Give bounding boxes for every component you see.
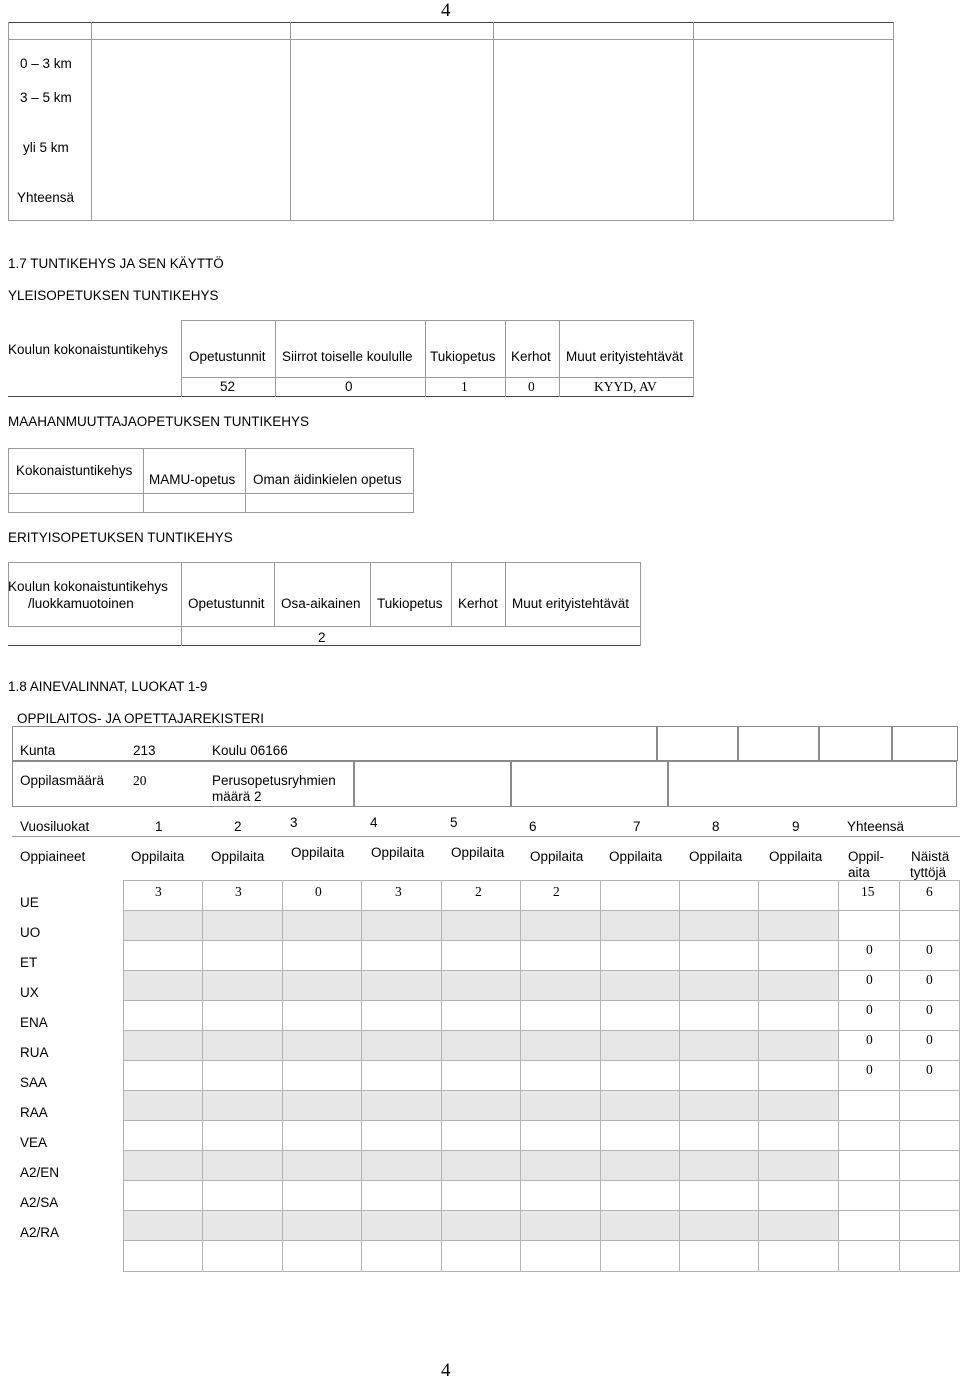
grid-cell xyxy=(441,1121,520,1151)
grid-cell xyxy=(900,1151,960,1181)
col-header: Oppilaita xyxy=(131,849,185,864)
erityis-row-label: /luokkamuotoinen xyxy=(28,596,134,611)
grid-cell xyxy=(679,1121,758,1151)
grid-cell xyxy=(759,971,838,1001)
erityis-header: Muut erityistehtävät xyxy=(512,596,630,611)
subject-label: VEA xyxy=(20,1135,48,1150)
grid-cell xyxy=(600,1241,679,1272)
grid-cell xyxy=(521,1031,600,1061)
grid-cell xyxy=(900,1121,960,1151)
grid-cell xyxy=(362,1121,441,1151)
grid-cell xyxy=(838,1181,900,1211)
grid-cell xyxy=(362,1211,441,1241)
maahan-header: MAMU-opetus xyxy=(149,472,236,487)
yleis-header: Opetustunnit xyxy=(189,349,266,364)
grid-cell xyxy=(282,911,361,941)
grid-cell xyxy=(679,1091,758,1121)
total-header: aita xyxy=(848,865,870,880)
grid-cell xyxy=(362,1001,441,1031)
grid-cell xyxy=(124,941,203,971)
subject-girls: 0 xyxy=(926,1032,933,1047)
col-header: Oppilaita xyxy=(451,845,505,860)
distance-row-label: 3 – 5 km xyxy=(20,90,72,105)
subject-label: UE xyxy=(20,895,39,910)
grid-cell xyxy=(282,1151,361,1181)
grade-label: 3 xyxy=(290,815,298,830)
yleis-header: Kerhot xyxy=(511,349,551,364)
grid-cell xyxy=(124,1121,203,1151)
grid-cell xyxy=(521,1241,600,1272)
grid-cell xyxy=(679,971,758,1001)
grid-cell xyxy=(521,1091,600,1121)
grid-cell xyxy=(441,1241,520,1272)
subject-label: ENA xyxy=(20,1015,48,1030)
grid-cell xyxy=(282,1211,361,1241)
oppilasmaara-value: 20 xyxy=(133,773,147,788)
subjects-grid xyxy=(123,880,960,1272)
erityis-header: Tukiopetus xyxy=(377,596,443,611)
grid-cell xyxy=(441,1091,520,1121)
subject-value: 2 xyxy=(553,884,560,899)
grid-cell xyxy=(521,1151,600,1181)
grid-cell xyxy=(759,911,838,941)
grid-cell xyxy=(759,1121,838,1151)
grid-cell xyxy=(679,1061,758,1091)
subject-girls: 0 xyxy=(926,972,933,987)
grid-cell xyxy=(203,1001,282,1031)
yleis-value: 0 xyxy=(528,379,535,394)
grid-cell xyxy=(362,1061,441,1091)
yleis-value: 0 xyxy=(345,379,353,394)
subject-label: ET xyxy=(20,955,38,970)
girls-header: tyttöjä xyxy=(910,865,947,880)
grid-cell xyxy=(441,971,520,1001)
grid-cell xyxy=(124,1001,203,1031)
grid-cell xyxy=(282,1061,361,1091)
grid-cell xyxy=(282,1241,361,1272)
grade-label: 9 xyxy=(792,819,800,834)
erityis-title: ERITYISOPETUKSEN TUNTIKEHYS xyxy=(8,530,233,545)
grid-cell xyxy=(203,911,282,941)
grid-cell xyxy=(441,1151,520,1181)
col-header: Oppilaita xyxy=(530,849,584,864)
grid-cell xyxy=(838,1241,900,1272)
grid-cell xyxy=(759,881,838,911)
grid-cell xyxy=(759,1061,838,1091)
grid-cell xyxy=(679,1151,758,1181)
grade-label: 5 xyxy=(450,815,458,830)
erityis-value: 2 xyxy=(318,630,326,645)
grid-cell xyxy=(600,1121,679,1151)
yleis-title: YLEISOPETUKSEN TUNTIKEHYS xyxy=(8,288,219,303)
erityis-header: Kerhot xyxy=(458,596,498,611)
yleis-header: Siirrot toiselle koululle xyxy=(282,349,413,364)
grid-cell xyxy=(600,1211,679,1241)
grade-label: 2 xyxy=(234,819,242,834)
distance-row-label: yli 5 km xyxy=(23,140,69,155)
grid-cell xyxy=(521,1001,600,1031)
subject-label: RUA xyxy=(20,1045,49,1060)
grid-cell xyxy=(203,1061,282,1091)
yhteensa-label: Yhteensä xyxy=(847,819,905,834)
grid-cell xyxy=(838,1151,900,1181)
col-header: Oppilaita xyxy=(689,849,743,864)
grid-cell xyxy=(124,1241,203,1272)
subject-value: 3 xyxy=(235,884,242,899)
grid-cell xyxy=(203,1151,282,1181)
grid-cell xyxy=(521,971,600,1001)
grid-cell xyxy=(600,1091,679,1121)
subject-label: SAA xyxy=(20,1075,48,1090)
grid-cell xyxy=(362,941,441,971)
yleis-header: Muut erityistehtävät xyxy=(566,349,684,364)
grid-cell xyxy=(282,1121,361,1151)
grid-cell xyxy=(759,1241,838,1272)
erityis-row-label: Koulun kokonaistuntikehys xyxy=(8,579,168,594)
subject-girls: 0 xyxy=(926,942,933,957)
grid-cell xyxy=(600,881,679,911)
grid-cell xyxy=(600,941,679,971)
grid-cell xyxy=(759,1031,838,1061)
grid-cell xyxy=(441,1031,520,1061)
grid-cell xyxy=(900,1091,960,1121)
grid-cell xyxy=(282,1091,361,1121)
grade-label: 8 xyxy=(712,819,720,834)
grid-cell xyxy=(521,1061,600,1091)
grid-cell xyxy=(124,1181,203,1211)
grid-cell xyxy=(203,1211,282,1241)
grid-cell xyxy=(759,1151,838,1181)
grid-cell xyxy=(362,1031,441,1061)
grid-cell xyxy=(441,1001,520,1031)
grid-cell xyxy=(521,941,600,971)
grid-cell xyxy=(282,941,361,971)
grid-cell xyxy=(441,941,520,971)
subject-label: UX xyxy=(20,985,39,1000)
grade-label: 7 xyxy=(633,819,641,834)
oppilasmaara-label: Oppilasmäärä xyxy=(20,773,105,788)
vuosiluokat-label: Vuosiluokat xyxy=(20,819,90,834)
grid-cell xyxy=(600,1001,679,1031)
subject-label: UO xyxy=(20,925,41,940)
grid-cell xyxy=(441,1211,520,1241)
grid-cell xyxy=(900,1241,960,1272)
yleis-header: Tukiopetus xyxy=(430,349,496,364)
maahan-title: MAAHANMUUTTAJAOPETUKSEN TUNTIKEHYS xyxy=(8,414,310,429)
subject-total: 0 xyxy=(866,972,873,987)
ryhmien-label: määrä 2 xyxy=(212,789,262,804)
erityis-header: Opetustunnit xyxy=(188,596,265,611)
grid-cell xyxy=(124,1091,203,1121)
kunta-label: Kunta xyxy=(20,743,56,758)
grid-cell xyxy=(521,1211,600,1241)
grid-cell xyxy=(203,1031,282,1061)
grid-cell xyxy=(441,1061,520,1091)
oppiaineet-label: Oppiaineet xyxy=(20,849,86,864)
grid-cell xyxy=(900,1211,960,1241)
grid-cell xyxy=(759,1181,838,1211)
grid-cell xyxy=(679,1001,758,1031)
grid-cell xyxy=(282,1031,361,1061)
yleis-row-label: Koulun kokonaistuntikehys xyxy=(8,342,168,357)
girls-header: Näistä xyxy=(911,849,950,864)
subject-value: 3 xyxy=(155,884,162,899)
grid-cell xyxy=(600,1061,679,1091)
grid-cell xyxy=(124,881,203,911)
page-number-bottom: 4 xyxy=(441,1360,451,1381)
subject-girls: 0 xyxy=(926,1002,933,1017)
grid-cell xyxy=(362,1181,441,1211)
col-header: Oppilaita xyxy=(211,849,265,864)
grade-label: 4 xyxy=(370,815,378,830)
col-header: Oppilaita xyxy=(609,849,663,864)
grid-cell xyxy=(679,1211,758,1241)
grid-cell xyxy=(600,1031,679,1061)
yleis-value: KYYD, AV xyxy=(594,379,657,394)
grid-cell xyxy=(124,1061,203,1091)
subject-girls: 6 xyxy=(926,884,933,899)
grid-cell xyxy=(838,1091,900,1121)
yleis-value: 52 xyxy=(220,379,236,394)
grid-cell xyxy=(203,941,282,971)
subject-total: 15 xyxy=(861,884,875,899)
grid-cell xyxy=(679,1181,758,1211)
maahan-header: Kokonaistuntikehys xyxy=(16,463,133,478)
grid-cell xyxy=(282,881,361,911)
grid-cell xyxy=(362,971,441,1001)
subject-label: A2/EN xyxy=(20,1165,60,1180)
distance-row-label: 0 – 3 km xyxy=(20,56,72,71)
grid-cell xyxy=(679,941,758,971)
grid-cell xyxy=(838,911,900,941)
maahan-header: Oman äidinkielen opetus xyxy=(253,472,402,487)
grid-cell xyxy=(203,1091,282,1121)
section-heading-1-8: 1.8 AINEVALINNAT, LUOKAT 1-9 xyxy=(8,679,208,694)
grid-cell xyxy=(282,971,361,1001)
kunta-value: 213 xyxy=(133,743,156,758)
page-number-top: 4 xyxy=(441,0,451,21)
grid-cell xyxy=(521,881,600,911)
grid-cell xyxy=(759,1001,838,1031)
yleis-value: 1 xyxy=(461,379,468,394)
erityis-header: Osa-aikainen xyxy=(281,596,361,611)
grid-cell xyxy=(838,1121,900,1151)
section-heading-1-7: 1.7 TUNTIKEHYS JA SEN KÄYTTÖ xyxy=(8,256,224,271)
total-header: Oppil- xyxy=(848,849,885,864)
grid-cell xyxy=(521,1181,600,1211)
col-header: Oppilaita xyxy=(371,845,425,860)
grid-cell xyxy=(203,1121,282,1151)
grid-cell xyxy=(203,971,282,1001)
grid-cell xyxy=(124,1151,203,1181)
grid-cell xyxy=(679,1031,758,1061)
grade-label: 1 xyxy=(155,819,163,834)
grid-cell xyxy=(838,1211,900,1241)
grid-cell xyxy=(600,911,679,941)
grid-cell xyxy=(600,1181,679,1211)
subject-girls: 0 xyxy=(926,1062,933,1077)
register-title: OPPILAITOS- JA OPETTAJAREKISTERI xyxy=(17,711,265,726)
grid-cell xyxy=(441,911,520,941)
grid-cell xyxy=(282,1181,361,1211)
col-header: Oppilaita xyxy=(769,849,823,864)
grid-cell xyxy=(600,971,679,1001)
subject-total: 0 xyxy=(866,942,873,957)
grid-cell xyxy=(441,1181,520,1211)
koulu-label: Koulu 06166 xyxy=(212,743,288,758)
grid-cell xyxy=(124,1031,203,1061)
grid-cell xyxy=(282,1001,361,1031)
grid-cell xyxy=(900,911,960,941)
grid-cell xyxy=(362,1151,441,1181)
grid-cell xyxy=(521,1121,600,1151)
grid-cell xyxy=(124,911,203,941)
grid-cell xyxy=(203,881,282,911)
grid-cell xyxy=(203,1241,282,1272)
subject-total: 0 xyxy=(866,1032,873,1047)
distance-row-label: Yhteensä xyxy=(17,190,75,205)
subject-label: RAA xyxy=(20,1105,48,1120)
grid-cell xyxy=(679,1241,758,1272)
grid-cell xyxy=(759,1091,838,1121)
grid-cell xyxy=(679,881,758,911)
ryhmien-label: Perusopetusryhmien xyxy=(212,773,336,788)
subject-value: 3 xyxy=(395,884,402,899)
grid-cell xyxy=(600,1151,679,1181)
subject-label: A2/SA xyxy=(20,1195,59,1210)
grid-cell xyxy=(521,911,600,941)
grid-cell xyxy=(759,941,838,971)
subject-value: 2 xyxy=(475,884,482,899)
col-header: Oppilaita xyxy=(291,845,345,860)
grid-cell xyxy=(759,1211,838,1241)
grid-cell xyxy=(362,911,441,941)
subject-total: 0 xyxy=(866,1002,873,1017)
grid-cell xyxy=(679,911,758,941)
subject-label: A2/RA xyxy=(20,1225,60,1240)
grid-cell xyxy=(124,971,203,1001)
grade-label: 6 xyxy=(529,819,537,834)
subject-value: 0 xyxy=(315,884,322,899)
grid-cell xyxy=(203,1181,282,1211)
grid-cell xyxy=(900,1181,960,1211)
grid-cell xyxy=(362,1091,441,1121)
subject-total: 0 xyxy=(866,1062,873,1077)
grid-cell xyxy=(124,1211,203,1241)
grid-cell xyxy=(362,1241,441,1272)
